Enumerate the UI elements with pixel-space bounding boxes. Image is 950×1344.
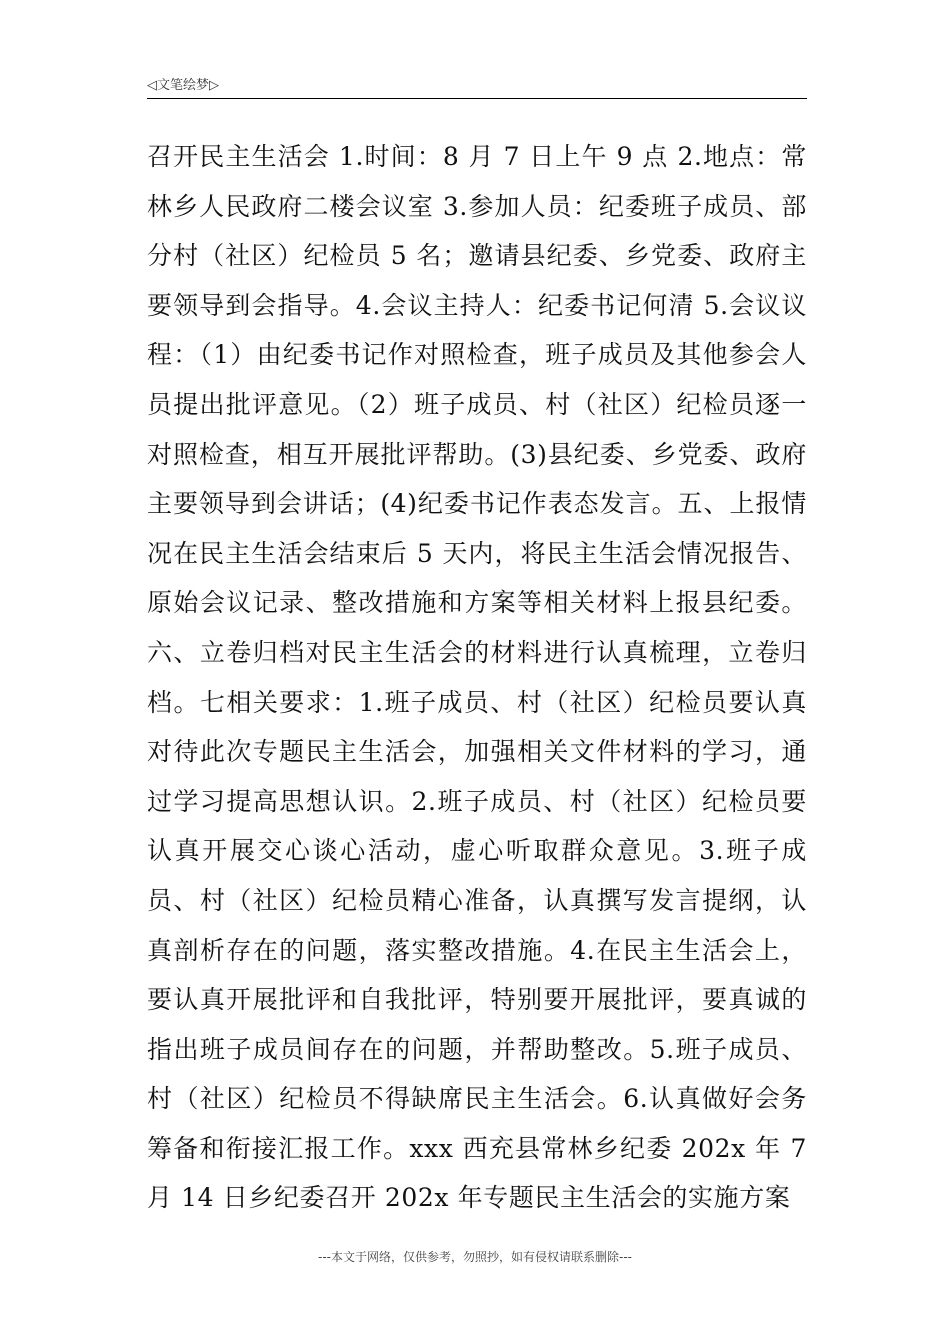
document-body-text: 召开民主生活会 1.时间：8 月 7 日上午 9 点 2.地点：常林乡人民政府二楼会议室 3.参加人员：纪委班子成员、部分村（社区）纪检员 5 名；邀请县纪委、乡党委、政府主要领导到会指导。4.会议主持人：纪委书记何清 5.会议议程：（1）由纪委书记作对照检查，班子成员及其他参会人员提出批评意见。（2）班子成员、村（社区）纪检员逐一对照检查，相互开展批评帮助。(3)县纪委、乡党委、政府主要领导到会讲话；(4)纪委书记作表态发言。五、上报情况在民主生活会结束后 5 天内，将民主生活会情况报告、原始会议记录、整改措施和方案等相关材料上报县纪委。六、立卷归档对民主生活会的材料进行认真梳理，立卷归档。七相关要求：1.班子成员、村（社区）纪检员要认真对待此次专题民主生活会，加强相关文件材料的学习，通过学习提高思想认识。2.班子成员、村（社区）纪检员要认真开展交心谈心活动，虚心听取群众意见。3.班子成员、村（社区）纪检员精心准备，认真撰写发言提纲，认真剖析存在的问题，落实整改措施。4.在民主生活会上，要认真开展批评和自我批评，特别要开展批评，要真诚的指出班子成员间存在的问题，并帮助整改。5.班子成员、村（社区）纪检员不得缺席民主生活会。6.认真做好会务筹备和衔接汇报工作。xxx 西充县常林乡纪委 202x 年 7 月 14 日乡纪委召开 202x 年专题民主生活会的实施方案	[147, 142, 807, 1213]
header-label: ◁文笔绘梦▷	[147, 78, 219, 93]
footer-disclaimer: ---本文于网络，仅供参考，勿照抄，如有侵权请联系删除---	[318, 1250, 632, 1264]
page-header	[147, 70, 807, 99]
